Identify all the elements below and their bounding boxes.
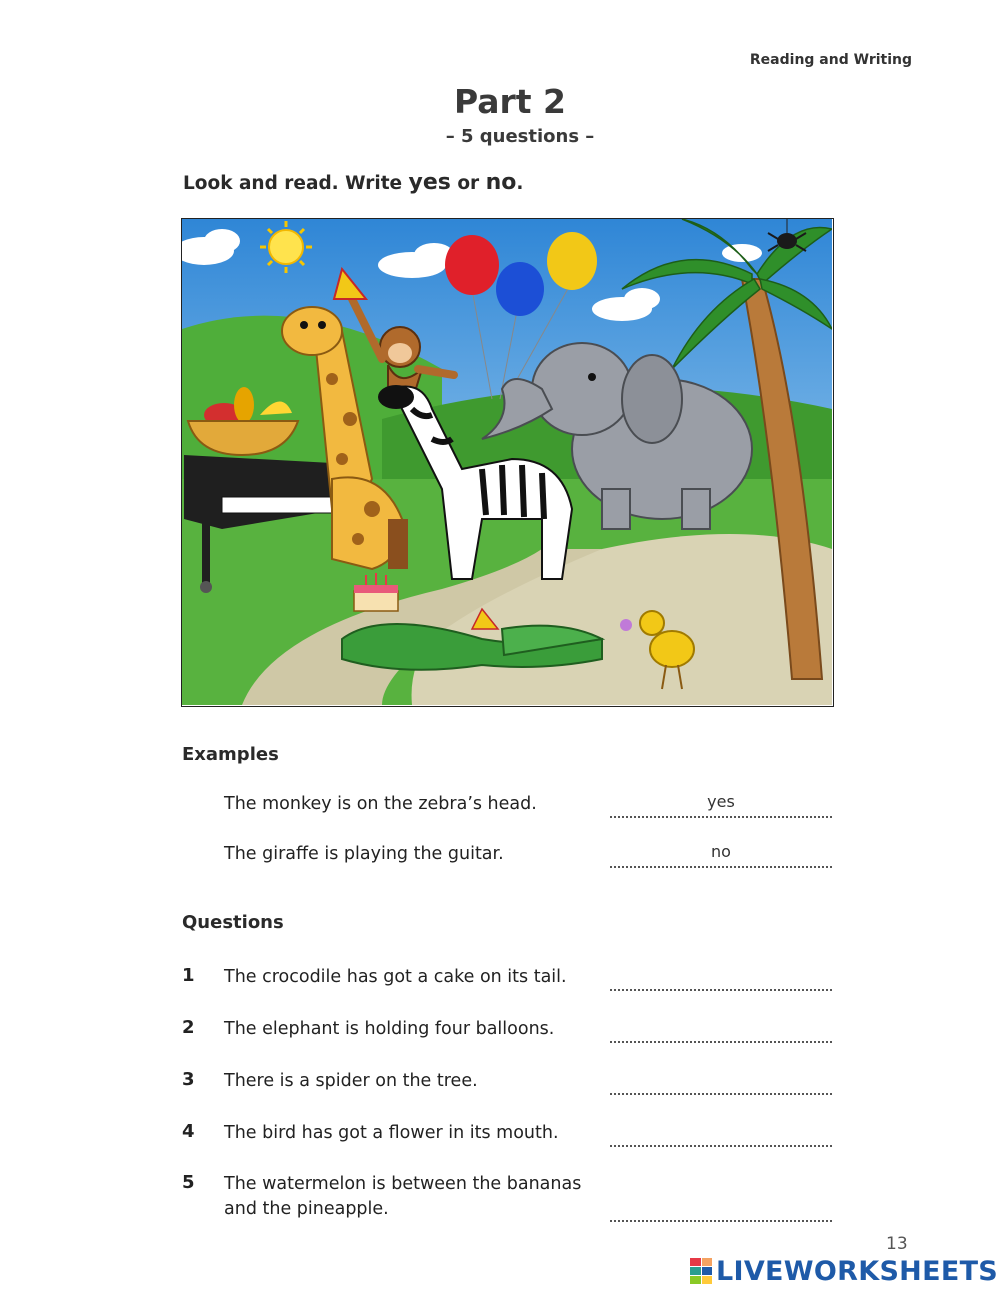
question-row — [182, 965, 832, 995]
party-illustration — [181, 218, 834, 707]
question-sentence-line1: The watermelon is between the bananas — [224, 1174, 582, 1194]
answer-field-3[interactable] — [610, 1069, 832, 1095]
question-sentence: There is a spider on the tree. — [224, 1071, 478, 1091]
instruction-no: no — [485, 170, 517, 195]
brand-name: LIVEWORKSHEETS — [716, 1255, 999, 1287]
instruction — [183, 170, 523, 195]
questions-heading: Questions — [182, 912, 284, 933]
example-answer-line — [610, 842, 832, 868]
question-row — [182, 1121, 832, 1151]
instruction-prefix: Look and read. Write — [183, 173, 409, 194]
answer-field-5[interactable] — [610, 1196, 832, 1222]
answer-field-2[interactable] — [610, 1017, 832, 1043]
page-number: 13 — [886, 1234, 908, 1254]
question-number: 2 — [182, 1017, 195, 1038]
example-row — [182, 792, 832, 822]
example-sentence: The giraffe is playing the guitar. — [224, 844, 504, 864]
question-number: 1 — [182, 965, 195, 986]
question-sentence — [224, 1172, 581, 1222]
answer-field-4[interactable] — [610, 1121, 832, 1147]
question-sentence: The bird has got a flower in its mouth. — [224, 1123, 559, 1143]
example-sentence: The monkey is on the zebra’s head. — [224, 794, 537, 814]
liveworksheets-brand[interactable] — [690, 1254, 998, 1288]
example-answer: no — [711, 842, 731, 861]
example-row — [182, 842, 832, 872]
question-number: 3 — [182, 1069, 195, 1090]
page-subtitle: – 5 questions – — [445, 126, 595, 147]
page-title: Part 2 — [453, 82, 567, 121]
question-sentence-line2: and the pineapple. — [224, 1199, 389, 1219]
example-answer: yes — [707, 792, 735, 811]
question-row — [182, 1069, 832, 1099]
answer-field-1[interactable] — [610, 965, 832, 991]
instruction-suffix: . — [516, 173, 524, 194]
liveworksheets-logo-icon — [690, 1258, 712, 1284]
question-sentence: The crocodile has got a cake on its tail. — [224, 967, 567, 987]
question-number: 4 — [182, 1121, 195, 1142]
party-scene — [182, 219, 832, 705]
question-row — [182, 1017, 832, 1047]
instruction-yes: yes — [408, 170, 451, 195]
question-row — [182, 1172, 832, 1228]
examples-heading: Examples — [182, 744, 279, 765]
example-answer-line — [610, 792, 832, 818]
question-number: 5 — [182, 1172, 195, 1193]
question-sentence: The elephant is holding four balloons. — [224, 1019, 555, 1039]
section-label: Reading and Writing — [749, 52, 912, 68]
instruction-or: or — [450, 173, 486, 194]
